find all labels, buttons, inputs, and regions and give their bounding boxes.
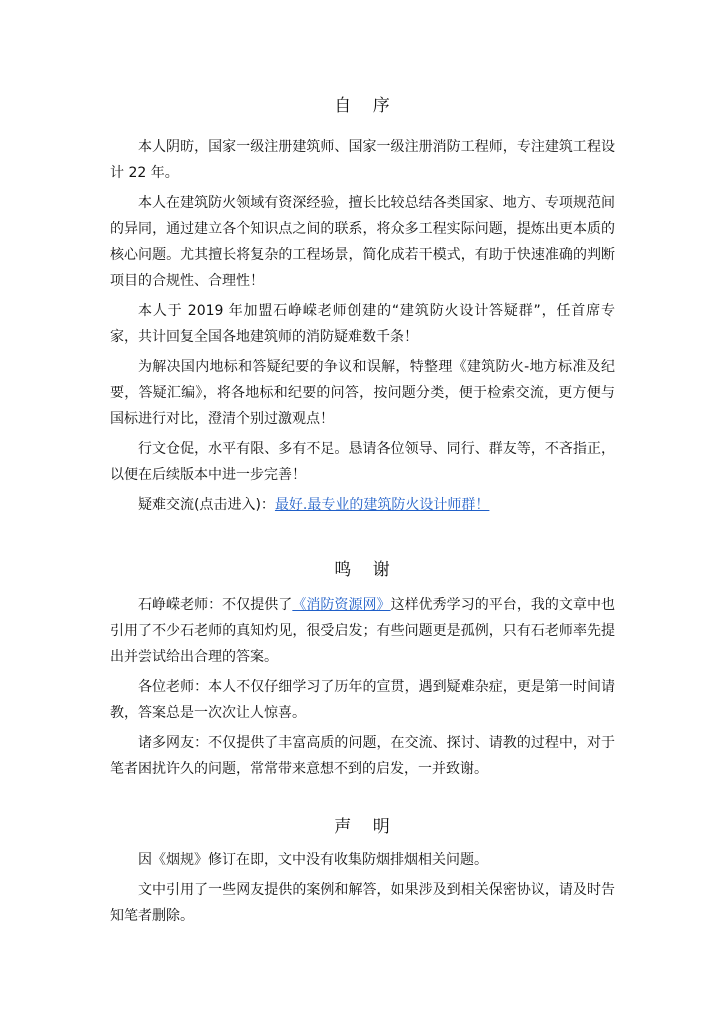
thanks-paragraph-1 [110, 592, 615, 670]
thanks-title: 鸣 谢 [334, 560, 398, 580]
preface-paragraph-3: 本人于 2019 年加盟石峥嵘老师创建的“建筑防火设计答疑群”，任首席专家，共计回复全国各地建筑师的消防疑难数千条！ [110, 303, 615, 345]
preface-title: 自 序 [334, 96, 398, 116]
thanks-p1-suffix: 这样优秀学习的平台，我的文章中也引用了不少石老师的真知灼见，很受启发；有些问题更是孤例，只有石老师率先提出并尝试给出合理的答案。 [110, 597, 616, 665]
statement-title: 声 明 [334, 817, 398, 837]
preface-paragraph-1: 本人阴昉，国家一级注册建筑师、国家一级注册消防工程师，专注建筑工程设计 22 年。 [110, 139, 615, 181]
thanks-paragraph-3: 诸多网友：不仅提供了丰富高质的问题，在交流、探讨、请教的过程中，对于笔者困扰许久的问题，常常带来意想不到的启发，一并致谢。 [110, 735, 615, 777]
preface-body [110, 134, 615, 522]
group-link-prefix: 疑难交流(点击进入)： [138, 497, 275, 513]
fire-resource-site-link[interactable]: 《消防资源网》 [292, 597, 391, 613]
statement-body [110, 847, 615, 933]
thanks-paragraph-2: 各位老师：本人不仅仔细学习了历年的宣贯，遇到疑难杂症，更是第一时间请教，答案总是一次次让人惊喜。 [110, 679, 615, 721]
thanks-body [110, 592, 615, 786]
preface-paragraph-5: 行文仓促，水平有限、多有不足。恳请各位领导、同行、群友等，不吝指正，以便在后续版本中进一步完善！ [110, 441, 615, 483]
expert-group-link[interactable]: 最好.最专业的建筑防火设计师群！ [274, 497, 490, 513]
preface-paragraph-2: 本人在建筑防火领域有资深经验，擅长比较总结各类国家、地方、专项规范间的异同，通过建立各个知识点之间的联系，将众多工程实际问题，提炼出更本质的核心问题。尤其擅长将复杂的工程场景，简化成若干模式，有助于快速准确的判断项目的合规性、合理性！ [110, 195, 615, 289]
preface-paragraph-6 [110, 492, 615, 518]
statement-paragraph-1: 因《烟规》修订在即，文中没有收集防烟排烟相关问题。 [138, 852, 488, 868]
thanks-p1-prefix: 石峥嵘老师：不仅提供了 [138, 597, 293, 613]
preface-paragraph-4: 为解决国内地标和答疑纪要的争议和误解，特整理《建筑防火-地方标准及纪要，答疑汇编》，将各地标和纪要的问答，按问题分类，便于检索交流，更方便与国标进行对比，澄清个别过激观点！ [110, 359, 615, 427]
statement-paragraph-2: 文中引用了一些网友提供的案例和解答，如果涉及到相关保密协议，请及时告知笔者删除。 [110, 882, 615, 924]
